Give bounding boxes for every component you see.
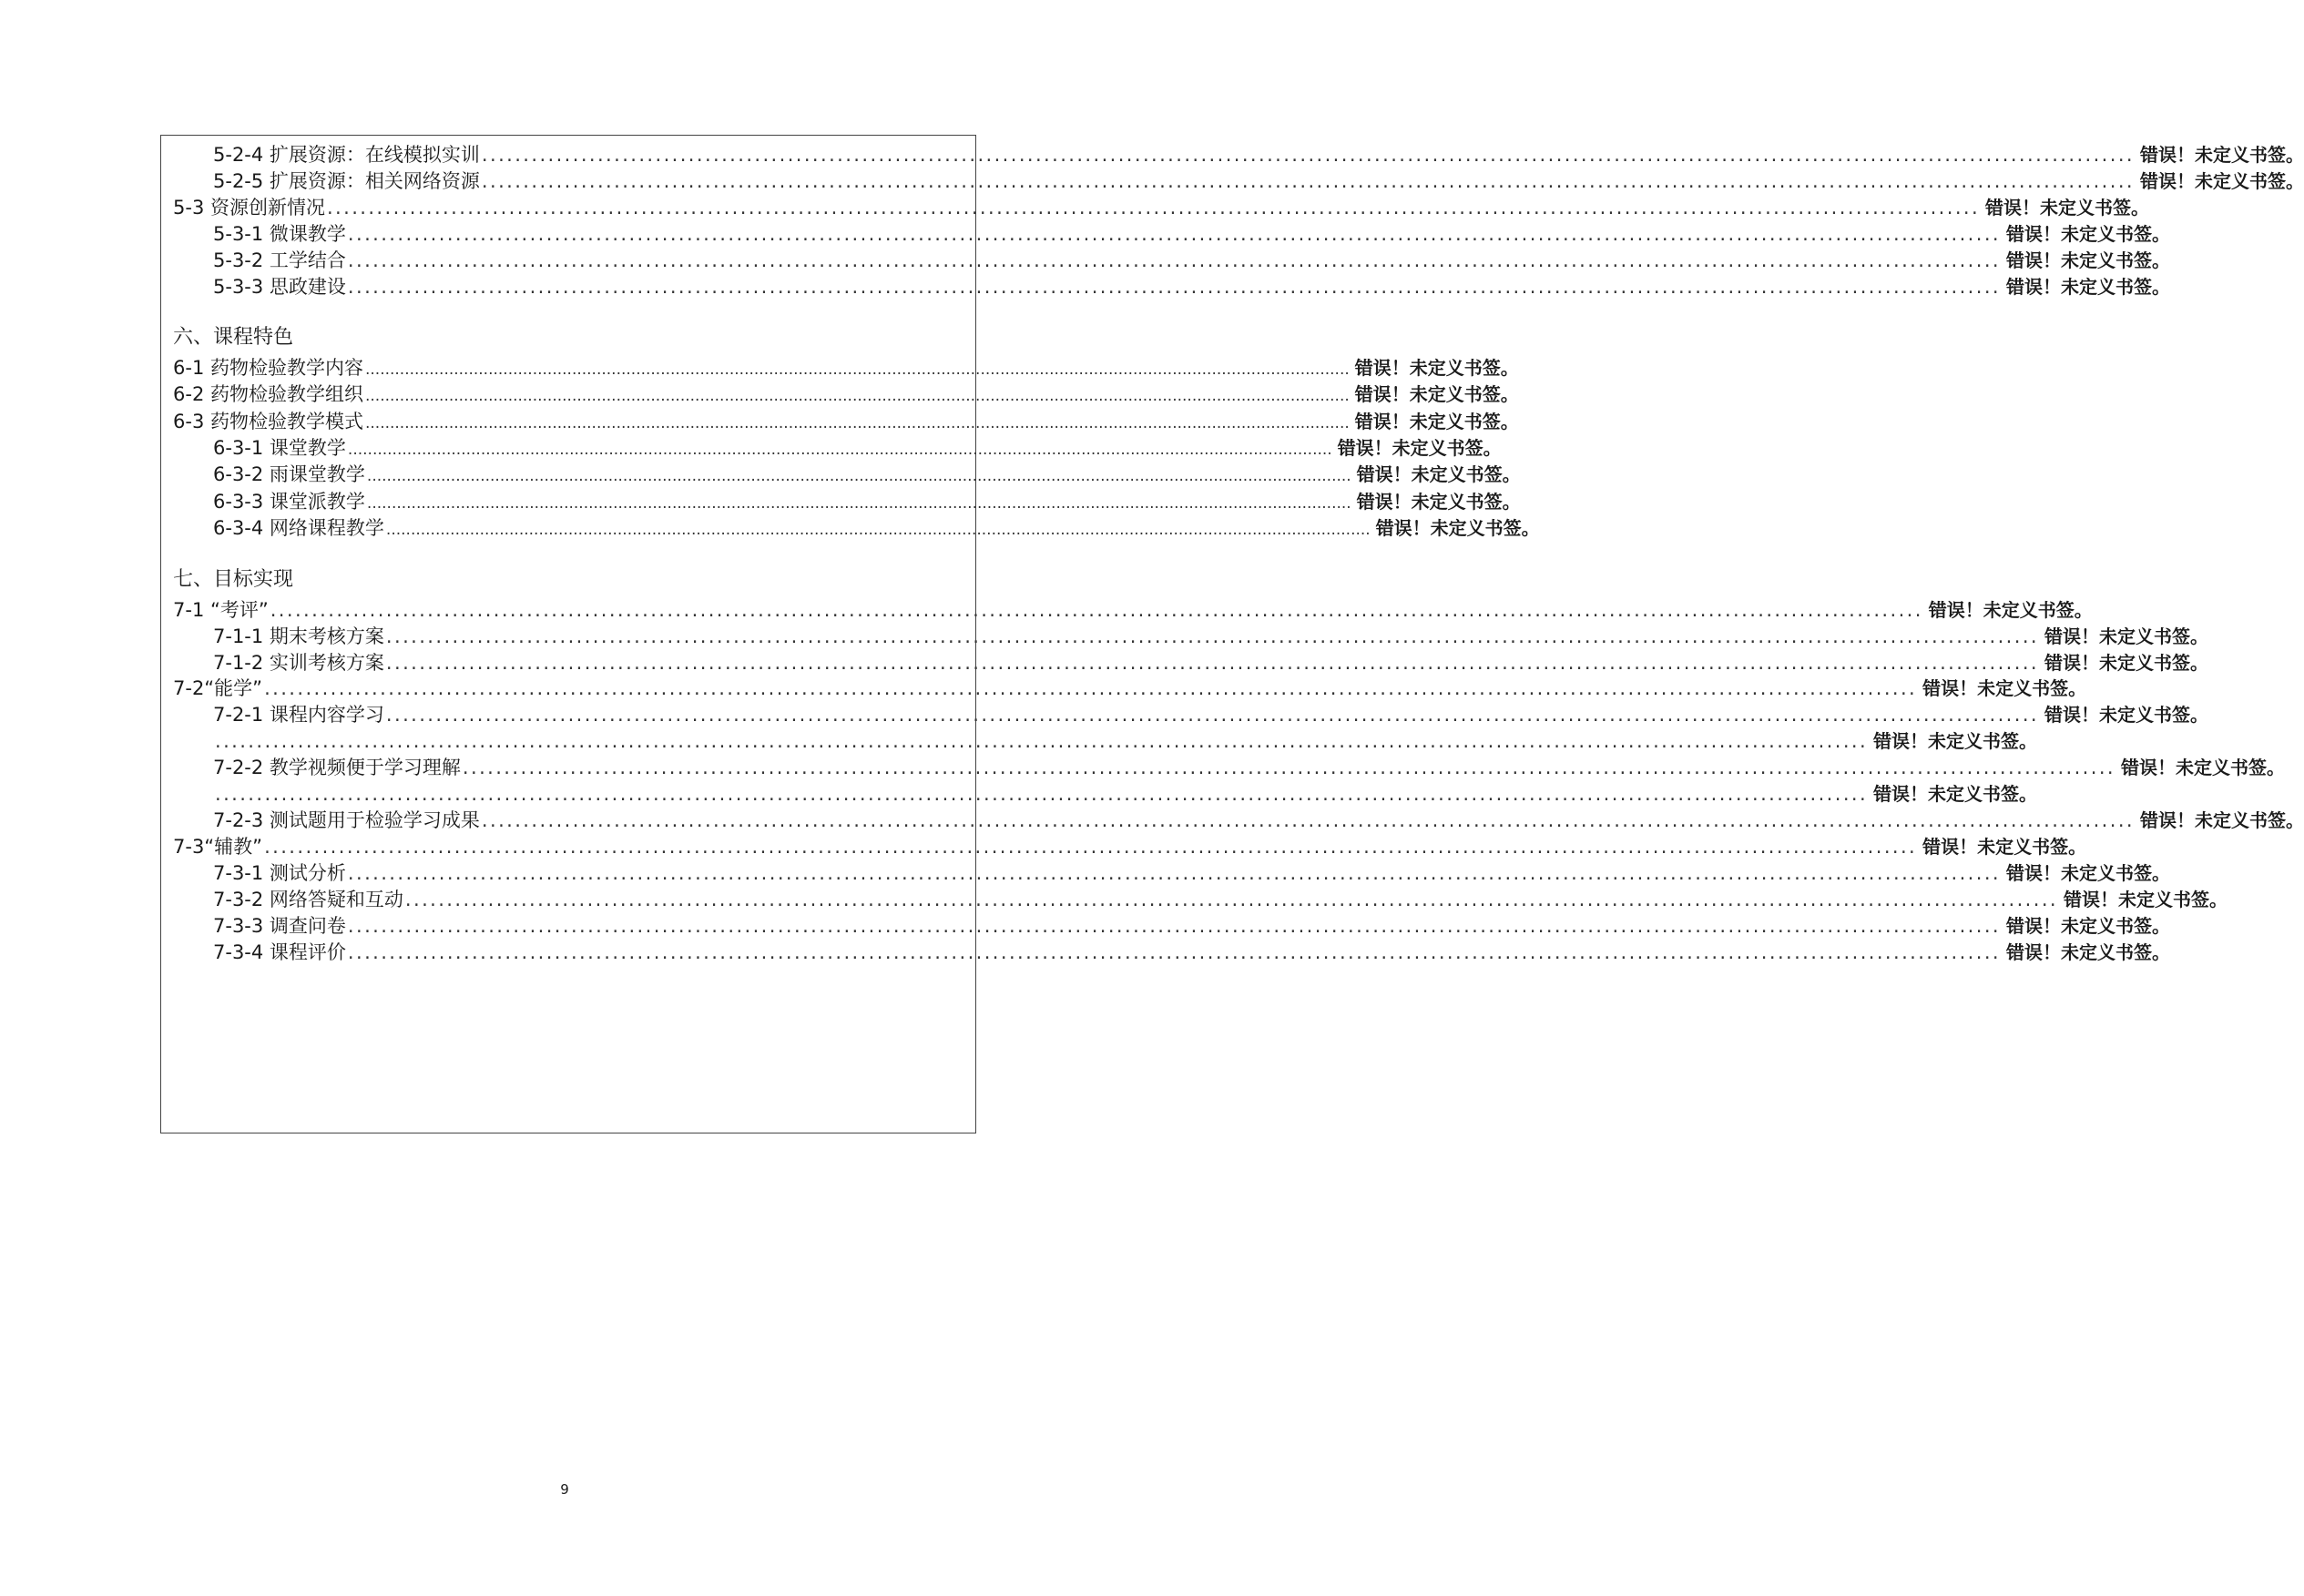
toc-page-ref: 错误！未定义书签。 (2044, 651, 2208, 674)
toc-leader-dots: ........................................................................................................................................................................................................ (270, 598, 1923, 621)
toc-entry-label: 5-3-3 思政建设 (213, 275, 346, 298)
toc-entry-label: 7-1-1 期末考核方案 (213, 625, 384, 647)
toc-page-ref: 错误！未定义书签。 (1922, 677, 2087, 700)
toc-leader-dots: ........................................................................................................................................................................................................ (215, 730, 1869, 753)
toc-page-ref: 错误！未定义书签。 (2005, 275, 2170, 298)
toc-entry[interactable] (173, 885, 2228, 914)
toc-leader-dots: ........................................................................................................................................................................................................ (347, 275, 2001, 298)
toc-entry-label: 5-3-1 微课教学 (213, 222, 346, 245)
toc-entry-label: 7-1-2 实训考核方案 (213, 651, 384, 674)
toc-page-ref: 错误！未定义书签。 (2063, 888, 2228, 910)
toc-entry[interactable] (173, 700, 2208, 729)
toc-leader-dots: ........................................................................................................................................................................................................ (385, 521, 1371, 540)
toc-entry[interactable] (173, 460, 1521, 489)
toc-page-ref: 错误！未定义书签。 (1985, 196, 2150, 219)
toc-page-ref: 错误！未定义书签。 (2120, 757, 2285, 779)
toc-leader-dots: ........................................................................................................................................................................................................ (364, 387, 1350, 406)
toc-leader-dots: ........................................................................................................................................................................................................ (366, 493, 1351, 513)
toc-page-ref: 错误！未定义书签。 (2005, 940, 2170, 963)
toc-entry[interactable] (173, 513, 1540, 543)
toc-page-ref: 错误！未定义书签。 (2139, 169, 2304, 192)
toc-entry[interactable] (173, 622, 2208, 651)
toc-page-ref: 错误！未定义书签。 (1354, 383, 1519, 406)
toc-leader-dots: ........................................................................................................................................................................................................ (347, 914, 2001, 937)
toc-entry[interactable] (173, 380, 1519, 409)
toc-entry-label: 7-2“能学” (173, 677, 263, 700)
toc-entry-label: 7-2-3 测试题用于检验学习成果 (213, 809, 480, 832)
toc-leader-dots: ........................................................................................................................................................................................................ (385, 625, 2039, 647)
toc-entry[interactable] (173, 140, 2304, 169)
toc-entry-label: 6-1 药物检验教学内容 (173, 356, 363, 379)
toc-entry[interactable] (173, 938, 2170, 967)
toc-leader-dots: ........................................................................................................................................................................................................ (364, 360, 1350, 379)
section-heading: 七、目标实现 (173, 568, 294, 592)
toc-leader-dots: ........................................................................................................................................................................................................ (366, 467, 1351, 486)
toc-leader-dots: ........................................................................................................................................................................................................ (462, 757, 2115, 779)
toc-entry[interactable] (173, 219, 2170, 249)
toc-entry[interactable] (173, 487, 1521, 516)
toc-page-ref: 错误！未定义书签。 (2005, 222, 2170, 245)
toc-entry[interactable] (173, 674, 2087, 703)
toc-page-ref: 错误！未定义书签。 (2139, 144, 2304, 166)
toc-leader-dots: ........................................................................................................................................................................................................ (264, 677, 1918, 700)
toc-entry[interactable] (173, 193, 2150, 222)
toc-entry[interactable] (173, 246, 2170, 275)
toc-entry-label: 7-2-2 教学视频便于学习理解 (213, 757, 461, 779)
toc-page-ref: 错误！未定义书签。 (1928, 598, 2093, 621)
section-heading: 六、课程特色 (173, 326, 294, 350)
toc-entry[interactable] (173, 779, 2038, 808)
toc-page-ref: 错误！未定义书签。 (2139, 809, 2304, 832)
toc-entry[interactable] (173, 648, 2208, 677)
toc-page-ref: 错误！未定义书签。 (1337, 436, 1502, 459)
page-number: 9 (560, 1481, 569, 1498)
toc-entry-label: 6-3-1 课堂教学 (213, 436, 346, 459)
toc-leader-dots: ........................................................................................................................................................................................................ (347, 440, 1332, 459)
toc-entry[interactable] (173, 727, 2038, 756)
toc-leader-dots: ........................................................................................................................................................................................................ (385, 651, 2039, 674)
toc-leader-dots: ........................................................................................................................................................................................................ (404, 888, 2058, 910)
toc-entry-label: 6-3-2 雨课堂教学 (213, 463, 365, 486)
toc-entry[interactable] (173, 911, 2170, 940)
toc-entry-label: 5-2-4 扩展资源：在线模拟实训 (213, 144, 480, 166)
toc-page-ref: 错误！未定义书签。 (1356, 463, 1521, 486)
toc-page-ref: 错误！未定义书签。 (2044, 625, 2208, 647)
toc-page-ref: 错误！未定义书签。 (1354, 356, 1519, 379)
toc-entry[interactable] (173, 859, 2170, 888)
toc-entry[interactable] (173, 272, 2170, 301)
toc-leader-dots: ........................................................................................................................................................................................................ (347, 861, 2001, 884)
toc-frame (160, 135, 2304, 1133)
toc-entry[interactable] (173, 433, 1502, 463)
toc-entry-label: 6-2 药物检验教学组织 (173, 383, 363, 406)
toc-leader-dots: ........................................................................................................................................................................................................ (481, 144, 2135, 166)
toc-leader-dots: ........................................................................................................................................................................................................ (264, 836, 1918, 858)
toc-entry-label: 7-3-4 课程评价 (213, 940, 346, 963)
toc-entry[interactable] (173, 407, 1519, 436)
toc-leader-dots: ........................................................................................................................................................................................................ (481, 169, 2135, 192)
toc-entry-label: 7-2-1 课程内容学习 (213, 704, 384, 727)
toc-entry[interactable] (173, 167, 2304, 196)
toc-entry-label: 5-3-2 工学结合 (213, 249, 346, 271)
toc-entry[interactable] (173, 753, 2285, 782)
toc-entry[interactable] (173, 832, 2087, 861)
toc-entry-label: 7-3-3 调查问卷 (213, 914, 346, 937)
toc-entry-label: 5-2-5 扩展资源：相关网络资源 (213, 169, 480, 192)
toc-entry-label: 7-3-2 网络答疑和互动 (213, 888, 403, 910)
toc-page-ref: 错误！未定义书签。 (2005, 861, 2170, 884)
toc-page-ref: 错误！未定义书签。 (1873, 783, 2038, 806)
toc-page-ref: 错误！未定义书签。 (2044, 704, 2208, 727)
toc-leader-dots: ........................................................................................................................................................................................................ (347, 222, 2001, 245)
toc-leader-dots: ........................................................................................................................................................................................................ (215, 783, 1869, 806)
toc-leader-dots: ........................................................................................................................................................................................................ (347, 940, 2001, 963)
toc-leader-dots: ........................................................................................................................................................................................................ (385, 704, 2039, 727)
toc-page-ref: 错误！未定义书签。 (1375, 517, 1540, 540)
toc-page-ref: 错误！未定义书签。 (2005, 249, 2170, 271)
toc-entry-label: 7-1 “考评” (173, 598, 269, 621)
toc-entry[interactable] (173, 806, 2304, 835)
toc-entry-label: 6-3-4 网络课程教学 (213, 517, 384, 540)
toc-entry[interactable] (173, 595, 2093, 625)
toc-leader-dots: ........................................................................................................................................................................................................ (326, 196, 1981, 219)
toc-entry-label: 5-3 资源创新情况 (173, 196, 325, 219)
toc-leader-dots: ........................................................................................................................................................................................................ (364, 413, 1350, 432)
toc-entry-label: 6-3 药物检验教学模式 (173, 410, 363, 432)
toc-entry-label: 6-3-3 课堂派教学 (213, 490, 365, 513)
toc-page-ref: 错误！未定义书签。 (2005, 914, 2170, 937)
toc-page-ref: 错误！未定义书签。 (1922, 836, 2087, 858)
toc-entry-label: 7-3-1 测试分析 (213, 861, 346, 884)
toc-leader-dots: ........................................................................................................................................................................................................ (347, 249, 2001, 271)
toc-entry-label: 7-3“辅教” (173, 836, 263, 858)
toc-leader-dots: ........................................................................................................................................................................................................ (481, 809, 2135, 832)
toc-page-ref: 错误！未定义书签。 (1873, 730, 2038, 753)
toc-entry[interactable] (173, 353, 1519, 382)
toc-page-ref: 错误！未定义书签。 (1356, 490, 1521, 513)
toc-page-ref: 错误！未定义书签。 (1354, 410, 1519, 432)
